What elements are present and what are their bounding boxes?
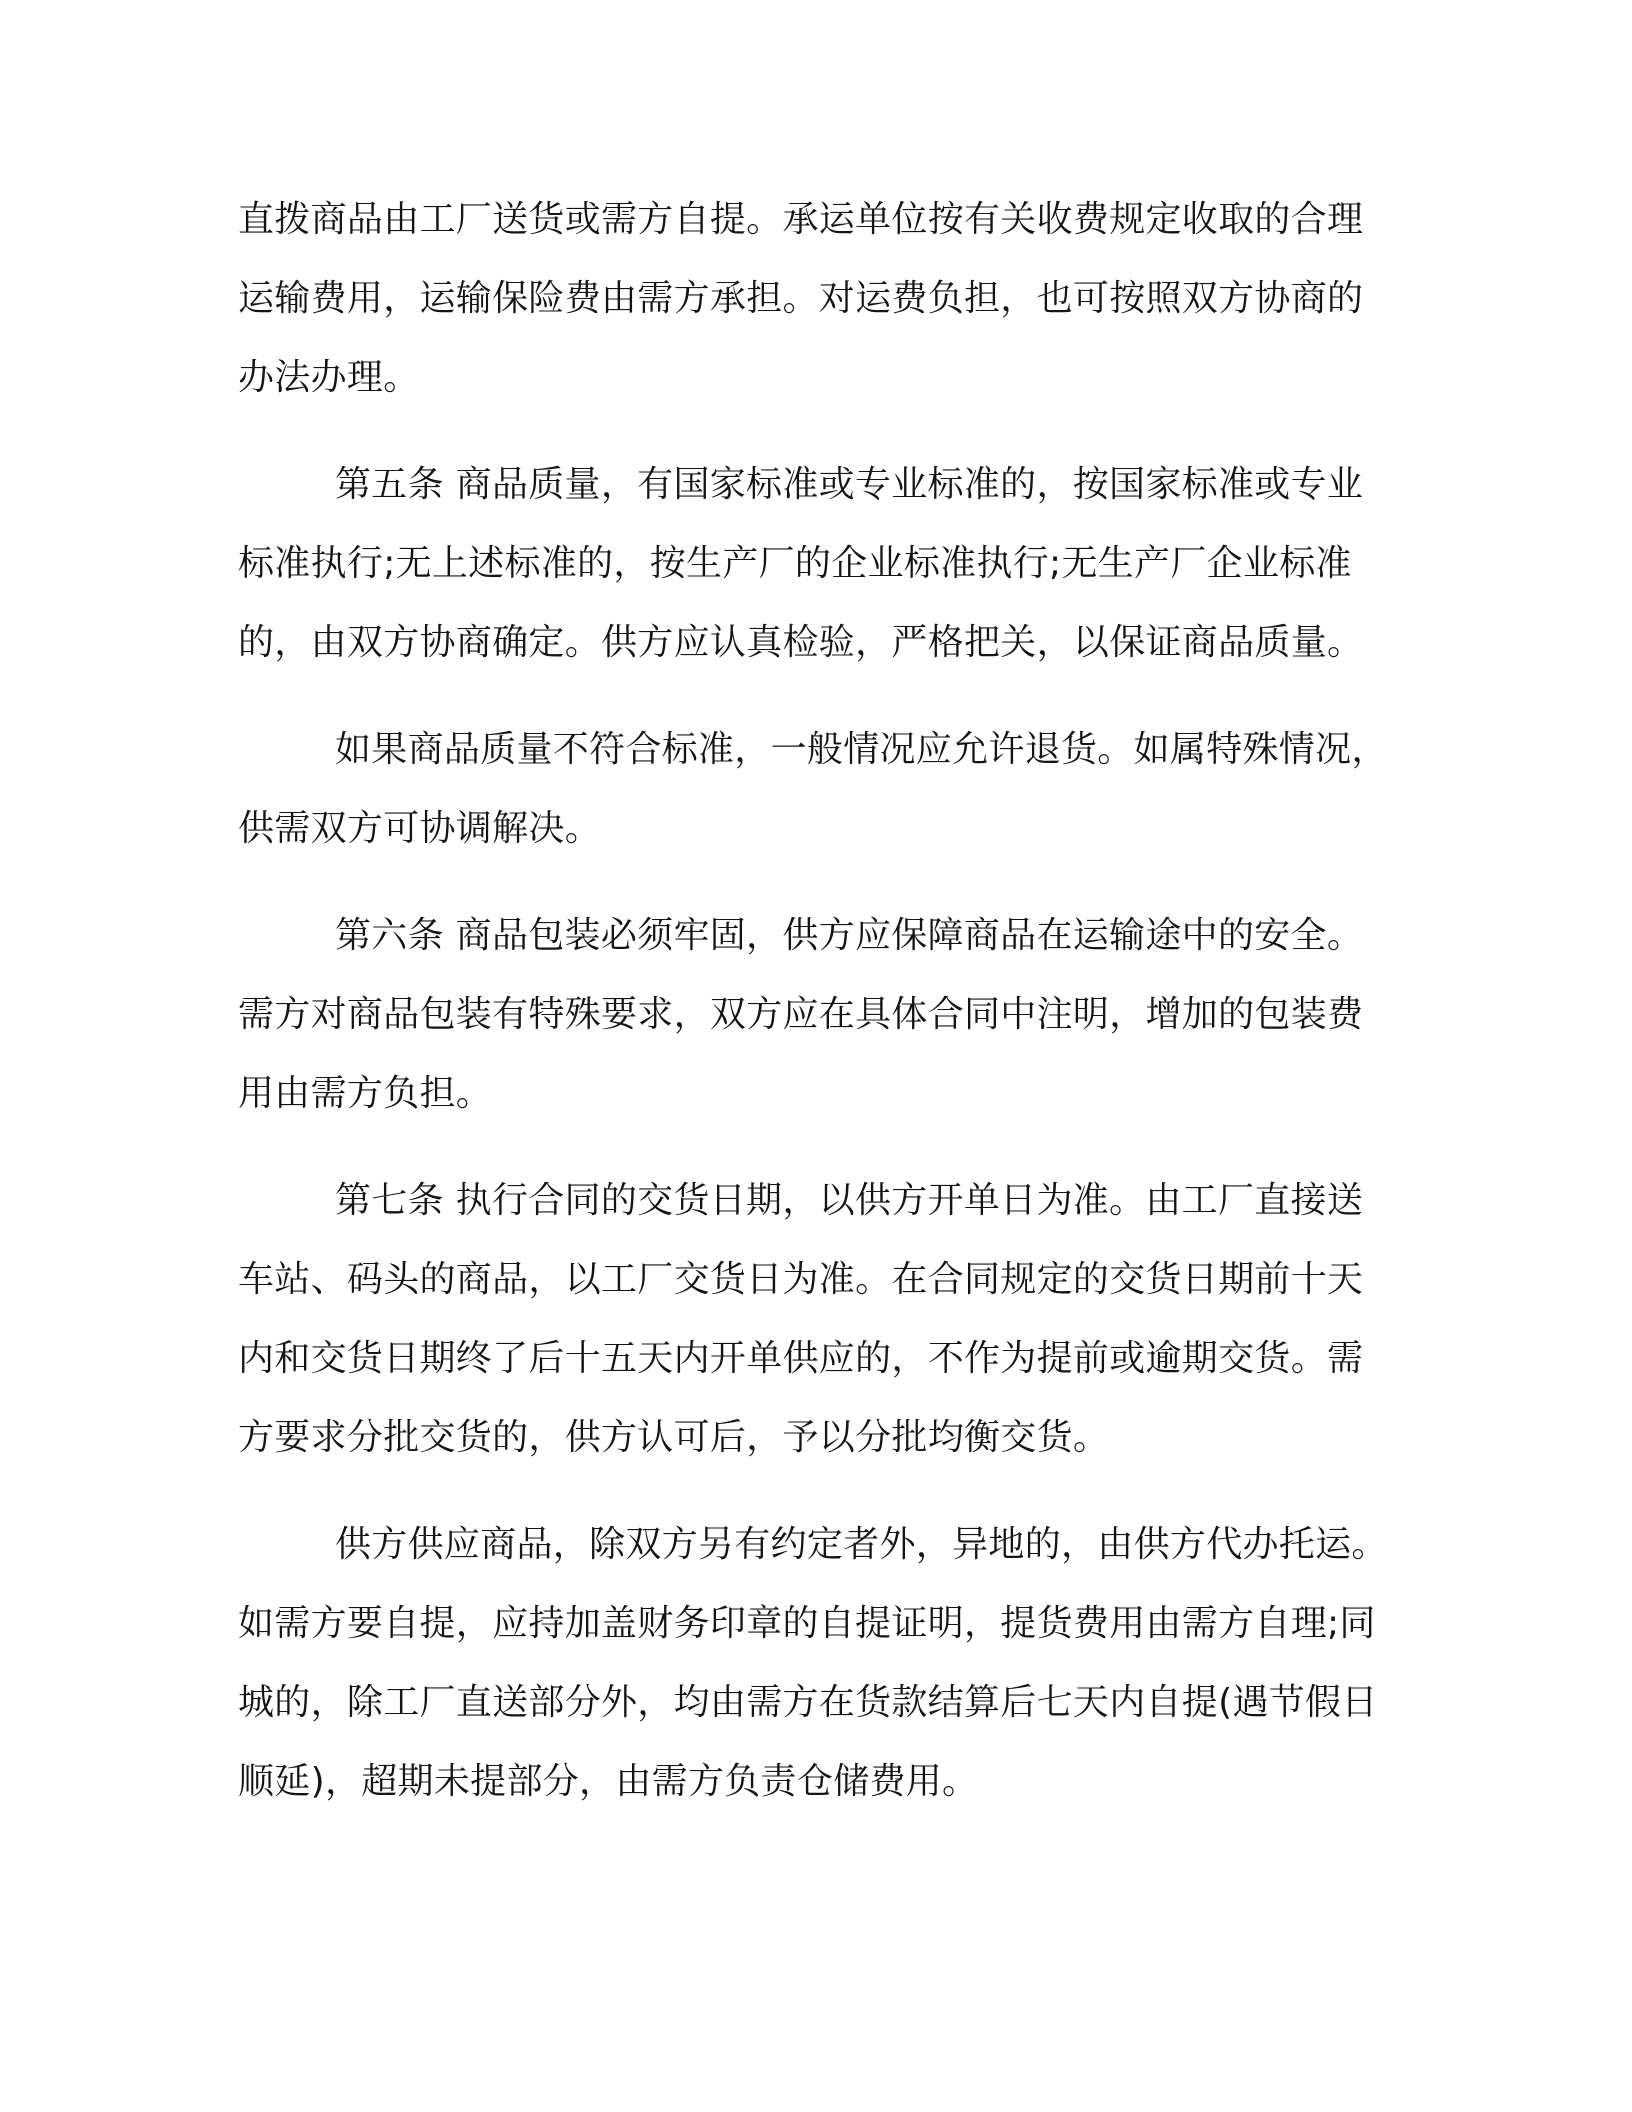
paragraph-article-6-packaging: 第六条 商品包装必须牢固，供方应保障商品在运输途中的安全。需方对商品包装有特殊要求，双方应在具体合同中注明，增加的包装费用由需方负担。 <box>238 915 1364 1114</box>
paragraph-quality-return: 如果商品质量不符合标准，一般情况应允许退货。如属特殊情况，供需双方可协调解决。 <box>238 729 1388 849</box>
paragraph-supply-pickup: 供方供应商品，除双方另有约定者外，异地的，由供方代办托运。如需方要自提，应持加盖财务印章的自提证明，提货费用由需方自理;同城的，除工厂直送部分外，均由需方在货款结算后七天内自提(遇节假日顺延)，超期未提部分，由需方负责仓储费用。 <box>238 1524 1388 1802</box>
paragraph-article-5-quality: 第五条 商品质量，有国家标准或专业标准的，按国家标准或专业标准执行;无上述标准的，按生产厂的企业标准执行;无生产厂企业标准的，由双方协商确定。供方应认真检验，严格把关，以保证商品质量。 <box>238 464 1364 663</box>
paragraph-article-7-delivery: 第七条 执行合同的交货日期，以供方开单日为准。由工厂直接送车站、码头的商品，以工厂交货日为准。在合同规定的交货日期前十天内和交货日期终了后十五天内开单供应的，不作为提前或逾期交货。需方要求分批交货的，供方认可后，予以分批均衡交货。 <box>238 1180 1364 1458</box>
paragraph-transport-cost: 直拨商品由工厂送货或需方自提。承运单位按有关收费规定收取的合理运输费用，运输保险费由需方承担。对运费负担，也可按照双方协商的办法办理。 <box>238 199 1364 398</box>
